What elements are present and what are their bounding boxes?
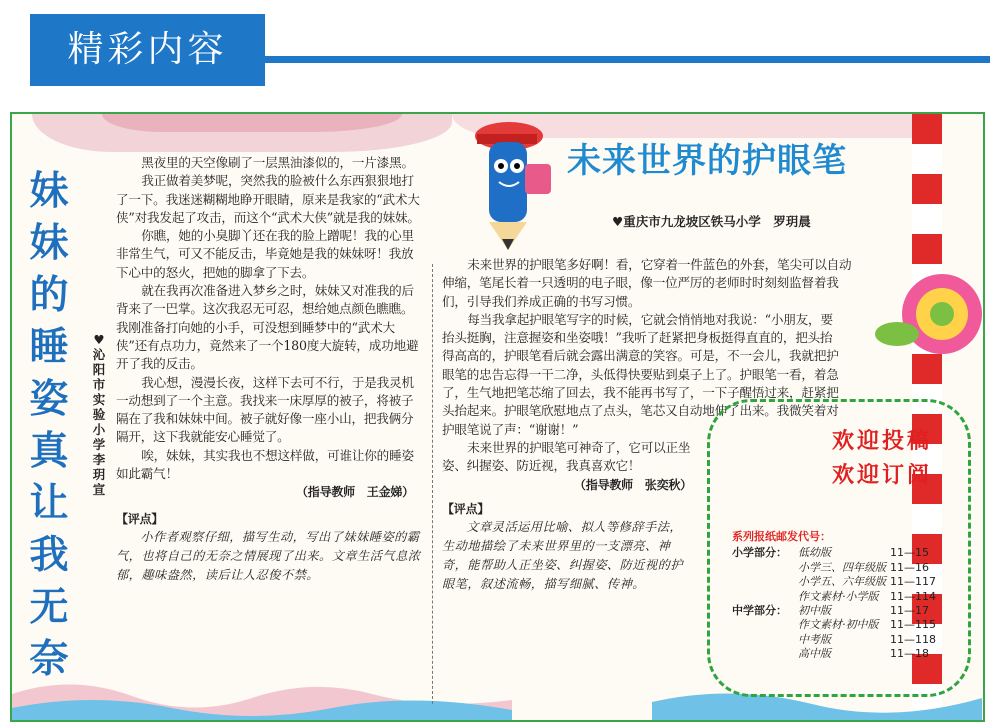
paragraph: 黑夜里的天空像刷了一层黑油漆似的，一片漆黑。	[141, 155, 414, 170]
right-article-author: ♥重庆市九龙坡区铁马小学 罗玥晨	[612, 214, 811, 229]
code-row: 小学部分： 低幼版 11—15	[732, 546, 929, 560]
paragraph: 你瞧，她的小臭脚丫还在我的脸上蹭呢！我的心里非常生气，可又不能反击，毕竟她是我的妹妹呀！我放下心中的怒火，把她的脚拿了下去。	[116, 228, 414, 280]
promo-submit-line: 欢迎投稿	[831, 428, 932, 454]
flower-decoration	[872, 259, 985, 369]
paragraph: 未来世界的护眼笔可神奇了，它可以正坐姿、纠握姿、防近视，我真喜欢它！	[442, 439, 691, 474]
code-row: 作文素材·初中版 11—115	[798, 618, 936, 632]
paragraph: 我正做着美梦呢，突然我的脸被什么东西狠狠地打了一下。我迷迷糊糊地睁开眼睛，原来是我家的“武术大侠”对我发起了攻击，而这个“武术大侠”就是我的妹妹。	[116, 173, 420, 225]
paragraph: 未来世界的护眼笔多好啊！看，它穿着一件蓝色的外套，笔尖可以自动伸缩，笔尾长着一只透明的电子眼，像一位严厉的老师时时刻刻监督着我们，引导我们养成正确的书写习惯。	[442, 257, 852, 309]
code-row: 中考版 11—118	[798, 632, 936, 646]
code-row: 小学三、四年级版 11—16	[798, 560, 929, 574]
comment-text: 小作者观察仔细，描写生动，写出了妹妹睡姿的霸气，也将自己的无奈之情展现了出来。文章生活气息浓郁，趣味盎然，读后让人忍俊不禁。	[116, 529, 421, 582]
postal-codes-list	[732, 530, 972, 662]
right-article-title: 未来世界的护眼笔	[567, 141, 847, 181]
paragraph: 每当我拿起护眼笔写字的时候，它就会悄悄地对我说：“小朋友，要抬头挺胸，注意握姿和坐姿哦！”我听了赶紧把身板挺得直直的，把头抬得高高的，护眼笔看后就会露出满意的笑容。可是，不一会儿，我就把护眼笔的忠告忘得一干二净，头低得快要贴到桌子上了。护眼笔一看，着急了，生气地把笔芯缩了回去，我不能再书写了，一下子醒悟过来，赶紧把头抬起来。护眼笔欣慰地点了点头，笔芯又自动地伸了出来。我微笑着对护眼笔说了声：“谢谢！”	[442, 311, 839, 437]
code-row: 中学部分： 初中版 11—17	[732, 604, 929, 618]
teacher-credit: （指导教师 张奕秋）	[573, 477, 692, 492]
column-divider	[432, 264, 433, 704]
decor-wave	[102, 114, 402, 132]
newspaper-page	[10, 112, 985, 722]
bottom-wave-decoration	[12, 674, 512, 722]
code-row: 小学五、六年级版 11—117	[798, 575, 936, 589]
left-article-body	[116, 154, 424, 585]
codes-title: 系列报纸邮发代号：	[732, 530, 831, 543]
code-row: 高中版 11—18	[798, 647, 929, 661]
paragraph: 唉，妹妹，其实我也不想这样做，可谁让你的睡姿如此霸气！	[116, 447, 414, 482]
comment-label: 【评点】	[442, 501, 490, 516]
paragraph: 就在我再次准备进入梦乡之时，妹妹又对准我的后背来了一巴掌。这次我忍无可忍，想给她点颜色瞧瞧。我刚准备打向她的小手，可没想到睡梦中的“武术大侠”还有点功力，竟然来了一个180度大旋转，成功地避开了我的反击。	[116, 283, 419, 372]
code-row: 作文素材·小学版 11—114	[798, 589, 936, 603]
section-title: 精彩内容	[67, 29, 228, 70]
section-header	[0, 0, 990, 104]
teacher-credit: （指导教师 王金娣）	[295, 485, 414, 500]
left-article-author: ♥ 沁 阳 市 实 验 小 学 李 玥 宣	[92, 332, 106, 497]
paragraph: 我心想，漫漫长夜，这样下去可不行，于是我灵机一动想到了一个主意。我找来一床厚厚的被子，将被子隔在了我和妹妹中间。被子就好像一座小山，把我俩分隔开，这下我就能安心睡觉了。	[116, 374, 414, 445]
promo-subscribe-line: 欢迎订阅	[831, 462, 932, 488]
comment-text: 文章灵活运用比喻、拟人等修辞手法，生动地描绘了未来世界里的一支漂亮、神奇，能帮助人正坐姿、纠握姿、防近视的护眼笔，叙述流畅，描写细腻、传神。	[442, 520, 684, 592]
header-rule	[265, 56, 990, 63]
comment-label: 【评点】	[116, 511, 164, 526]
left-article-title: 妹 妹 的 睡 姿 真 让 我 无 奈	[29, 169, 69, 682]
pen-mascot-illustration	[447, 114, 567, 254]
